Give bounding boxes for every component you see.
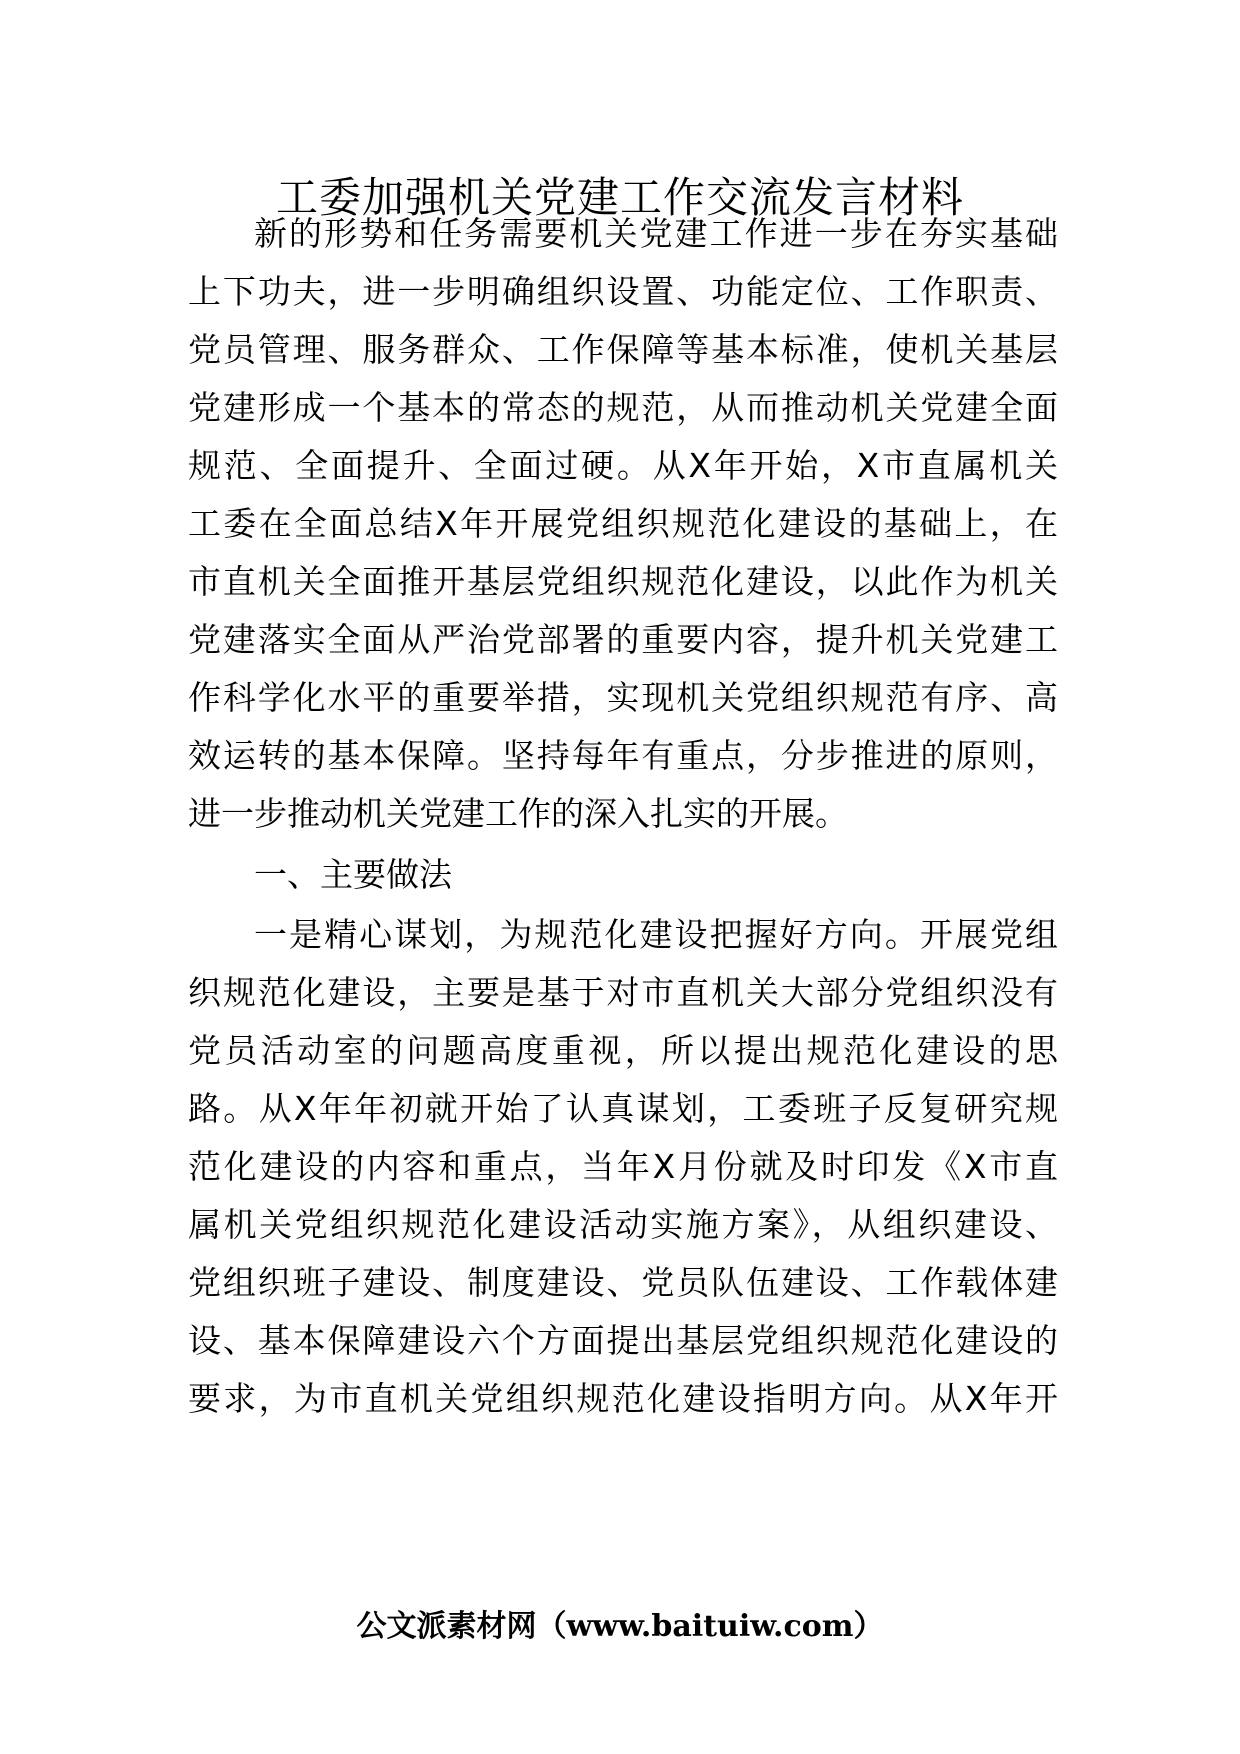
paragraph-line: 新的形势和任务需要机关党建工作进一步在夯实基础 [254,214,1058,253]
paragraph-line: 效运转的基本保障。坚持每年有重点，分步推进的原则， [188,736,1058,775]
paragraph-line: 上下功夫，进一步明确组织设置、功能定位、工作职责、 [188,272,1058,311]
paragraph-line: 属机关党组织规范化建设活动实施方案》，从组织建设、 [188,1205,1058,1244]
paragraph-line: 工委在全面总结X年开展党组织规范化建设的基础上，在 [188,504,1058,543]
paragraph-line: 市直机关全面推开基层党组织规范化建设，以此作为机关 [188,562,1058,601]
paragraph-line: 进一步推动机关党建工作的深入扎实的开展。 [188,794,848,833]
watermark-footer: 公文派素材网（www.baituiw.com） [356,1609,884,1644]
paragraph-line: 党员活动室的问题高度重视，所以提出规范化建设的思 [188,1031,1058,1070]
document-title: 工委加强机关党建工作交流发言材料 [275,173,964,222]
section-heading: 一、主要做法 [254,855,452,894]
paragraph-line: 党建落实全面从严治党部署的重要内容，提升机关党建工 [188,620,1058,659]
paragraph-line: 作科学化水平的重要举措，实现机关党组织规范有序、高 [188,678,1058,717]
paragraph-line: 党员管理、服务群众、工作保障等基本标准，使机关基层 [188,330,1058,369]
paragraph-line: 规范、全面提升、全面过硬。从X年开始，X市直属机关 [188,446,1058,485]
paragraph-line: 织规范化建设，主要是基于对市直机关大部分党组织没有 [188,973,1058,1012]
paragraph-line: 路。从X年年初就开始了认真谋划，工委班子反复研究规 [188,1089,1058,1128]
paragraph-line: 一是精心谋划，为规范化建设把握好方向。开展党组 [254,915,1058,954]
paragraph-line: 范化建设的内容和重点，当年X月份就及时印发《X市直 [188,1147,1058,1186]
paragraph-line: 要求，为市直机关党组织规范化建设指明方向。从X年开 [188,1379,1058,1418]
paragraph-line: 党建形成一个基本的常态的规范，从而推动机关党建全面 [188,388,1058,427]
paragraph-line: 设、基本保障建设六个方面提出基层党组织规范化建设的 [188,1321,1058,1360]
paragraph-line: 党组织班子建设、制度建设、党员队伍建设、工作载体建 [188,1263,1058,1302]
